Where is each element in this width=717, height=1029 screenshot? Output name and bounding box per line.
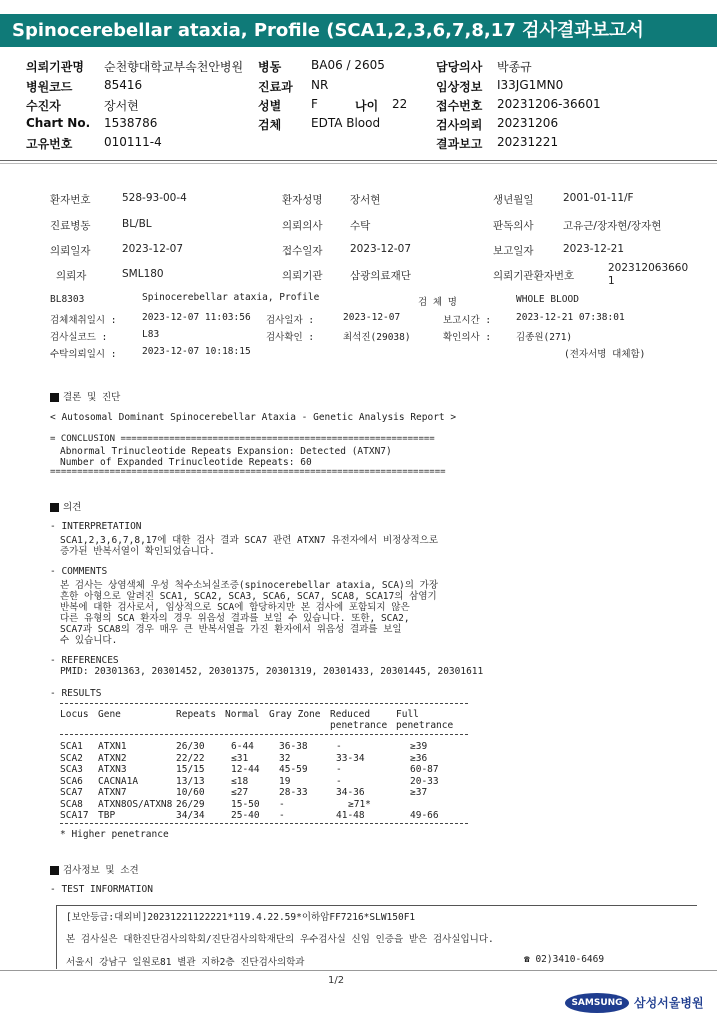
comment-line: 본 검사는 상염색체 우성 척수소뇌실조증(spinocerebellar ataxia, SCA)의 가장 — [60, 580, 439, 591]
report-subtitle: < Autosomal Dominant Spinocerebellar Ataxia - Genetic Analysis Report > — [50, 412, 457, 423]
conclusion-end: ========================================================================= — [50, 467, 446, 477]
header-label: 수진자 — [26, 99, 61, 113]
col-header: Locus — [60, 709, 89, 720]
age-label: 나이 — [355, 99, 379, 113]
meta-label: 확인의사 : — [443, 332, 492, 343]
col-header: Full — [396, 709, 419, 720]
table-cell-full: 49-66 — [410, 810, 439, 821]
patient-field: 고유근/장자현/장자현 — [563, 220, 662, 232]
header-value: F — [311, 97, 318, 111]
table-cell-reduced: 41-48 — [336, 810, 365, 821]
table-cell-locus: SCA17 — [60, 810, 89, 821]
comment-line: 수 있습니다. — [60, 635, 118, 646]
table-rule — [60, 823, 468, 824]
header-value: 010111-4 — [104, 135, 162, 149]
table-cell-gray: 32 — [279, 752, 291, 764]
col-header: penetrance — [396, 720, 454, 731]
table-cell-gray: 19 — [279, 775, 291, 787]
header-label: Chart No. — [26, 116, 91, 130]
phone-line: ☎ 02)3410-6469 — [524, 954, 605, 965]
patient-field: 판독의사 — [493, 220, 534, 232]
header-label: 고유번호 — [26, 137, 73, 151]
col-header: Reduced — [330, 709, 371, 720]
patient-field: 2023-12-07 — [350, 243, 412, 255]
header-value: 20231221 — [497, 135, 559, 149]
refs-line: PMID: 20301363, 20301452, 20301375, 20301319, 20301433, 20301445, 20301611 — [60, 666, 484, 677]
header-value: 박종규 — [497, 60, 532, 74]
header-label: 병원코드 — [26, 80, 73, 94]
table-cell-reduced: - — [336, 775, 342, 787]
meta-value: 2023-12-07 — [343, 312, 401, 323]
table-cell-full: ≥36 — [410, 752, 428, 764]
security-line: [보안등급:대외비]20231221122221*119.4.22.59*이하암FF7216*SLW150F1 — [66, 912, 416, 923]
patient-field: 진료병동 — [50, 220, 91, 232]
meta-label: 보고시간 : — [443, 315, 492, 326]
table-footnote: * Higher penetrance — [60, 829, 169, 840]
patient-field: 2001-01-11/F — [563, 192, 634, 204]
meta-value: L83 — [142, 329, 160, 340]
hospital-name: 삼성서울병원 — [634, 996, 704, 1010]
page-number: 1/2 — [328, 975, 345, 986]
refs-head: - REFERENCES — [50, 655, 119, 666]
info-heading: 검사정보 및 소견 — [50, 862, 139, 876]
table-cell-gene: CACNA1A — [98, 775, 139, 787]
table-cell-reduced: 33-34 — [336, 752, 365, 764]
table-cell-locus: SCA1 — [60, 741, 83, 752]
table-cell-gene: ATXN7 — [98, 787, 127, 798]
header-label: 검체 — [258, 118, 282, 132]
table-cell-repeats: 13/13 — [176, 775, 205, 787]
meta-value: 2023-12-07 10:18:15 — [142, 346, 251, 357]
comment-line: SCA7과 SCA8의 경우 매우 큰 반복서열을 가진 환자에서 위음성 결과를 보일 — [60, 624, 402, 635]
patient-field: BL/BL — [122, 218, 152, 230]
interp-head: - INTERPRETATION — [50, 521, 142, 532]
header-divider — [0, 160, 717, 161]
table-cell-normal: 25-40 — [231, 810, 260, 821]
patient-field: SML180 — [122, 268, 164, 280]
patient-field: 보고일자 — [493, 245, 534, 257]
header-value: BA06 / 2605 — [311, 58, 385, 72]
table-cell-repeats: 26/30 — [176, 741, 205, 752]
test-info-head: - TEST INFORMATION — [50, 884, 153, 895]
interp-line: SCA1,2,3,6,7,8,17에 대한 검사 결과 SCA7 관련 ATXN7 유전자에서 비정상적으로 — [60, 535, 439, 546]
patient-field: 202312063660 — [608, 262, 689, 274]
square-bullet-icon — [50, 866, 59, 875]
specimen-value: WHOLE BLOOD — [516, 294, 579, 305]
header-value: NR — [311, 78, 329, 92]
specimen-label: 검 체 명 — [418, 297, 457, 308]
table-cell-gray: 28-33 — [279, 787, 308, 798]
table-cell-locus: SCA8 — [60, 798, 83, 810]
patient-field: 2023-12-21 — [563, 243, 625, 255]
patient-field: 생년월일 — [493, 194, 534, 206]
header-label: 병동 — [258, 60, 282, 74]
patient-field: 의뢰자 — [56, 270, 87, 282]
table-cell-repeats: 22/22 — [176, 752, 205, 764]
table-cell-gray: 45-59 — [279, 764, 308, 775]
meta-value: 김종원(271) — [516, 332, 573, 343]
table-cell-full: 60-87 — [410, 764, 439, 775]
table-cell-reduced: - — [336, 764, 342, 775]
cert-line: 본 검사실은 대한진단검사의학회/진단검사의학재단의 우수검사실 신임 인증을 받은 검사실입니다. — [66, 934, 494, 945]
header-label: 의뢰기관명 — [26, 60, 84, 74]
table-cell-gray: - — [279, 798, 285, 810]
col-header: Repeats — [176, 709, 217, 720]
header-value: 20231206-36601 — [497, 97, 601, 111]
opinion-heading: 의견 — [50, 499, 81, 513]
table-cell-repeats: 15/15 — [176, 764, 205, 775]
table-cell-gene: ATXN1 — [98, 741, 127, 752]
address-line: 서울시 강남구 일원로81 별관 지하2층 진단검사의학과 — [66, 957, 305, 968]
comment-line: 반복에 대한 검사로서, 임상적으로 SCA에 합당하지만 본 검사에 포함되지 않은 — [60, 602, 410, 613]
table-cell-normal: 15-50 — [231, 798, 260, 810]
table-cell-locus: SCA2 — [60, 752, 83, 764]
header-value: 20231206 — [497, 116, 559, 130]
interp-line: 증가된 반복서열이 확인되었습니다. — [60, 546, 215, 557]
table-cell-reduced: ≥71* — [348, 798, 371, 810]
header-value: 1538786 — [104, 116, 158, 130]
table-cell-reduced: 34-36 — [336, 787, 365, 798]
table-cell-locus: SCA7 — [60, 787, 83, 798]
table-cell-full: 20-33 — [410, 775, 439, 787]
patient-field: 2023-12-07 — [122, 243, 184, 255]
header-label: 검사의뢰 — [436, 118, 483, 132]
test-code: BL8303 — [50, 294, 85, 305]
table-cell-gene: TBP — [98, 810, 116, 821]
header-value: I33JG1MN0 — [497, 78, 564, 92]
table-cell-full: ≥39 — [410, 741, 428, 752]
patient-field: 의뢰의사 — [282, 220, 323, 232]
table-cell-gene: ATXN2 — [98, 752, 127, 764]
header-divider — [0, 163, 717, 164]
header-value: EDTA Blood — [311, 116, 381, 130]
test-name: Spinocerebellar ataxia, Profile — [142, 292, 320, 303]
header-label: 결과보고 — [436, 137, 483, 151]
header-label: 성별 — [258, 99, 282, 113]
patient-field: 삼광의료재단 — [350, 270, 411, 282]
col-header: Gene — [98, 709, 121, 720]
table-rule — [60, 734, 468, 735]
table-cell-normal: ≤27 — [231, 787, 249, 798]
result-heading: 결론 및 진단 — [50, 389, 120, 403]
meta-label: 검사실코드 : — [50, 332, 108, 343]
meta-label: 검체채취일시 : — [50, 315, 117, 326]
table-cell-repeats: 10/60 — [176, 787, 205, 798]
header-label: 진료과 — [258, 80, 293, 94]
meta-label: 검사일자 : — [266, 315, 315, 326]
meta-value: 최석진(29038) — [343, 332, 411, 343]
table-cell-normal: 6-44 — [231, 741, 254, 752]
table-cell-gene: ATXN8OS/ATXN8 — [98, 798, 173, 810]
conclusion-line: Number of Expanded Trinucleotide Repeats: 60 — [60, 457, 312, 468]
meta-value: 2023-12-07 11:03:56 — [142, 312, 251, 323]
col-header: Normal — [225, 709, 260, 720]
patient-field: 의뢰일자 — [50, 245, 91, 257]
comment-line: 흔한 아형으로 알려진 SCA1, SCA2, SCA3, SCA6, SCA7, SCA8, SCA17의 삼염기 — [60, 591, 437, 602]
header-value: 순천향대학교부속천안병원 — [104, 60, 244, 74]
col-header: Gray Zone — [269, 709, 321, 720]
patient-field: 환자번호 — [50, 194, 91, 206]
patient-field: 528-93-00-4 — [122, 192, 187, 204]
results-head: - RESULTS — [50, 688, 102, 699]
patient-field: 환자성명 — [282, 194, 323, 206]
table-cell-gray: 36-38 — [279, 741, 308, 752]
patient-field: 장서현 — [350, 194, 381, 206]
table-cell-repeats: 34/34 — [176, 810, 205, 821]
patient-field: 의뢰기관환자번호 — [493, 270, 575, 282]
meta-label: 수탁의뢰일시 : — [50, 349, 117, 360]
patient-field: 수탁 — [350, 220, 371, 232]
footer-divider — [0, 970, 717, 971]
square-bullet-icon — [50, 503, 59, 512]
table-cell-normal: ≤31 — [231, 752, 249, 764]
comment-line: 다른 유형의 SCA 환자의 경우 위음성 결과를 보일 수 있습니다. 또한, SCA2, — [60, 613, 410, 624]
report-title: Spinocerebellar ataxia, Profile (SCA1,2,3,6,7,8,17 검사결과보고서 — [0, 14, 717, 47]
patient-field: 의뢰기관 — [282, 270, 323, 282]
table-cell-locus: SCA6 — [60, 775, 83, 787]
table-cell-full: ≥37 — [410, 787, 428, 798]
comments-head: - COMMENTS — [50, 566, 108, 577]
patient-field: 1 — [608, 275, 615, 287]
square-bullet-icon — [50, 393, 59, 402]
meta-value: 2023-12-21 07:38:01 — [516, 312, 625, 323]
header-label: 임상정보 — [436, 80, 483, 94]
table-cell-repeats: 26/29 — [176, 798, 205, 810]
patient-field: 접수일자 — [282, 245, 323, 257]
header-value: 장서현 — [104, 99, 139, 113]
meta-label: 검사확인 : — [266, 332, 315, 343]
header-label: 담당의사 — [436, 60, 483, 74]
table-cell-normal: ≤18 — [231, 775, 249, 787]
header-value: 85416 — [104, 78, 143, 92]
table-cell-gray: - — [279, 810, 285, 821]
table-cell-normal: 12-44 — [231, 764, 260, 775]
header-label: 접수번호 — [436, 99, 483, 113]
conclusion-head: = CONCLUSION ========================================================== — [50, 434, 435, 444]
table-rule — [60, 703, 468, 704]
table-cell-gene: ATXN3 — [98, 764, 127, 775]
samsung-logo: SAMSUNG — [565, 993, 629, 1013]
age-value: 22 — [392, 97, 408, 111]
sign-note: (전자서명 대체함) — [564, 349, 646, 360]
conclusion-line: Abnormal Trinucleotide Repeats Expansion: Detected (ATXN7) — [60, 446, 392, 457]
table-cell-reduced: - — [336, 741, 342, 752]
col-header: penetrance — [330, 720, 388, 731]
table-cell-locus: SCA3 — [60, 764, 83, 775]
